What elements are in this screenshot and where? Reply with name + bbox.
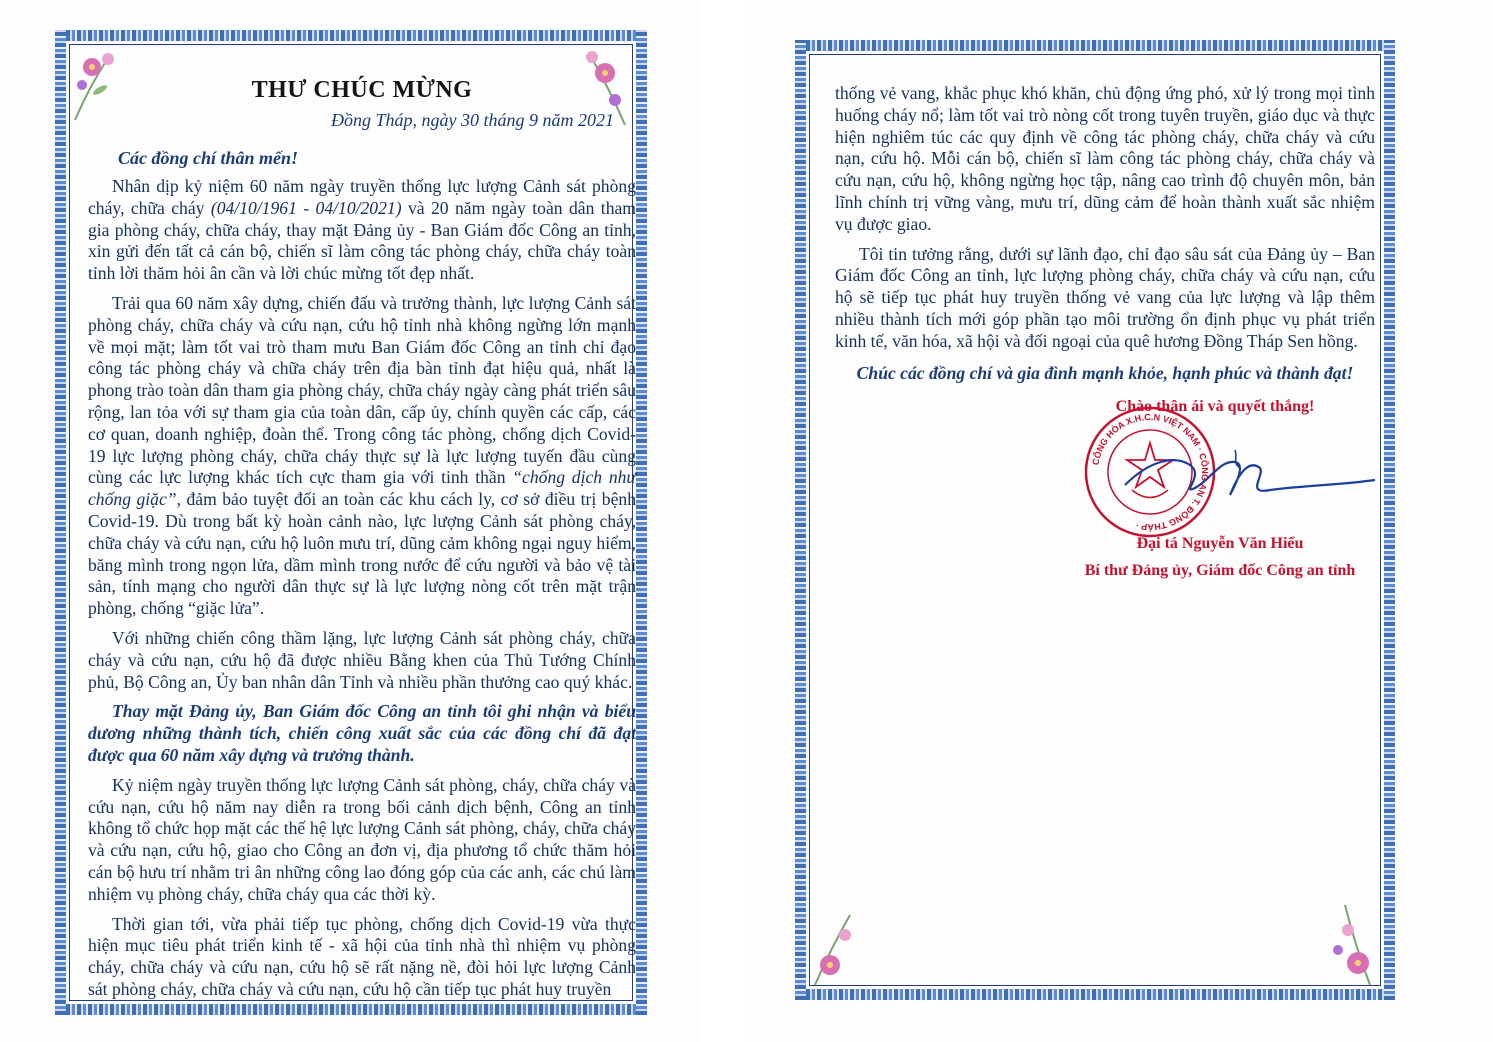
right-paragraph-2: Tôi tin tưởng rằng, dưới sự lãnh đạo, chỉ đạo sâu sát của Đảng ủy – Ban Giám đốc Công an tỉnh, lực lượng phòng cháy, chữa cháy và cứu nạn, cứu hộ sẽ tiếp tục phát huy truyền thống vẻ vang của lực lượng và lập thêm nhiều thành tích mới góp phần tạo môi trường ổn định phục vụ phát triển kinh tế, văn hóa, xã hội và đối ngoại của quê hương Đồng Tháp Sen hồng.: [835, 243, 1375, 351]
closing-wish: Chúc các đồng chí và gia đình mạnh khỏe, hạnh phúc và thành đạt!: [856, 362, 1354, 383]
paragraph-3: Với những chiến công thầm lặng, lực lượng Cảnh sát phòng cháy, chữa cháy và cứu nạn, cứu hộ đã được nhiều Bằng khen của Thủ Tướng Chính phủ, Bộ Công an, Ủy ban nhân dân Tỉnh và nhiều phần thưởng cao quý khác.: [88, 627, 636, 692]
signature-icon: [1120, 440, 1380, 510]
paragraph-1: Nhân dịp kỷ niệm 60 năm ngày truyền thống lực lượng Cảnh sát phòng cháy, chữa cháy (04/10/1961 - 04/10/2021) và 20 năm ngày toàn dân tham gia phòng cháy, chữa cháy, thay mặt Đảng ủy - Ban Giám đốc Công an tỉnh, xin gửi đến tất cả cán bộ, chiến sĩ làm công tác phòng cháy, chữa cháy toàn tỉnh lời thăm hỏi ân cần và lời chúc mừng tốt đẹp nhất.: [88, 176, 636, 284]
salutation: Chào thân ái và quyết thắng!: [1115, 397, 1315, 415]
greeting: Các đồng chí thân mến!: [118, 148, 299, 168]
corner-flower-bottom-right-icon: [1320, 895, 1380, 990]
right-page-content: [835, 83, 1375, 416]
signer-name: Đại tá Nguyễn Văn Hiểu: [1136, 535, 1304, 552]
svg-text:CÔNG HÒA X.H.C.N VIỆT NAM · CÔ: CÔNG HÒA X.H.C.N VIỆT NAM · CÔNG AN T. ĐỒNG THÁP ·: [1090, 411, 1211, 533]
paragraph-5: Kỷ niệm ngày truyền thống lực lượng Cảnh sát phòng, cháy, chữa cháy và cứu nạn, cứu hộ năm nay diễn ra trong bối cảnh dịch bệnh, Công an tỉnh không tổ chức họp mặt các thế hệ lực lượng Cảnh sát phòng, cháy, chữa cháy và cứu nạn, cứu hộ, giao cho Công an đơn vị, địa phương tổ chức thăm hỏi cán bộ hưu trí nhằm tri ân những công lao đóng góp của các anh, các chú làm nhiệm vụ phòng cháy, chữa cháy qua các thời kỳ.: [88, 774, 636, 904]
right-page: [745, 0, 1493, 1042]
dateline: Đồng Tháp, ngày 30 tháng 9 năm 2021: [331, 110, 614, 130]
left-page: [0, 0, 700, 1042]
paragraph-2: Trải qua 60 năm xây dựng, chiến đấu và trưởng thành, lực lượng Cảnh sát phòng cháy, chữa cháy và cứu nạn, cứu hộ tỉnh nhà không ngừng lớn mạnh về mọi mặt; làm tốt vai trò tham mưu Ban Giám đốc Công an tỉnh chỉ đạo công tác phòng cháy và chữa cháy trên địa bàn tỉnh đạt hiệu quả, nhất là phong trào toàn dân tham gia phòng cháy, chữa cháy ngày càng phát triển sâu rộng, lan tỏa với sự tham gia của toàn dân, cấp ủy, chính quyền các cấp, các cơ quan, doanh nghiệp, đoàn thể. Trong công tác phòng, chống dịch Covid-19 lực lượng phòng cháy, chữa cháy thực sự là lực lượng tuyến đầu cùng cùng các lực lượng khác tích cực tham gia với tinh thần “chống dịch như chống giặc”, đảm bảo tuyệt đối an toàn các khu cách ly, cơ sở điều trị bệnh Covid-19. Dù trong bất kỳ hoàn cảnh nào, lực lượng Cảnh sát phòng cháy, chữa cháy và cứu nạn, cứu hộ luôn mưu trí, dũng cảm không ngại nguy hiểm, băng mình trong ngọn lửa, dầm mình trong nước để cứu người và bảo vệ tài sản, tính mạng cho người dân thực sự là lực lượng nòng cốt trên mặt trận phòng, chống “giặc lửa”.: [88, 292, 637, 619]
paragraph-4-emphasis: Thay mặt Đảng ủy, Ban Giám đốc Công an tỉnh tôi ghi nhận và biểu dương những thành tích, chiến công xuất sắc của các đồng chí đã đạt được qua 60 năm xây dựng và trưởng thành.: [88, 701, 636, 765]
corner-flower-bottom-left-icon: [810, 905, 870, 990]
right-paragraph-1: thống vẻ vang, khắc phục khó khăn, chủ động ứng phó, xử lý trong mọi tình huống cháy nổ; làm tốt vai trò nòng cốt trong tuyên truyền, giáo dục và thực hiện nghiêm túc các quy định về công tác phòng cháy, chữa cháy và cứu nạn, cứu hộ. Mỗi cán bộ, chiến sĩ làm công tác phòng cháy, chữa cháy và cứu nạn, cứu hộ, không ngừng học tập, nâng cao trình độ chuyên môn, bản lĩnh chính trị vững vàng, mưu trí, dũng cảm để hoàn thành xuất sắc nhiệm vụ được giao.: [835, 83, 1375, 234]
paragraph-6: Thời gian tới, vừa phải tiếp tục phòng, chống dịch Covid-19 vừa thực hiện mục tiêu phát triển kinh tế - xã hội của tỉnh nhà thì nhiệm vụ phòng cháy, chữa cháy và cứu nạn, cứu hộ sẽ rất nặng nề, đòi hỏi lực lượng Cảnh sát phòng cháy, chữa cháy và cứu nạn, cứu hộ cần tiếp tục phát huy truyền: [88, 913, 636, 999]
signer-title: Bí thư Đảng ủy, Giám đốc Công an tỉnh: [1084, 562, 1356, 579]
left-page-content: [88, 72, 636, 1001]
letter-title: THƯ CHÚC MỪNG: [251, 77, 473, 103]
